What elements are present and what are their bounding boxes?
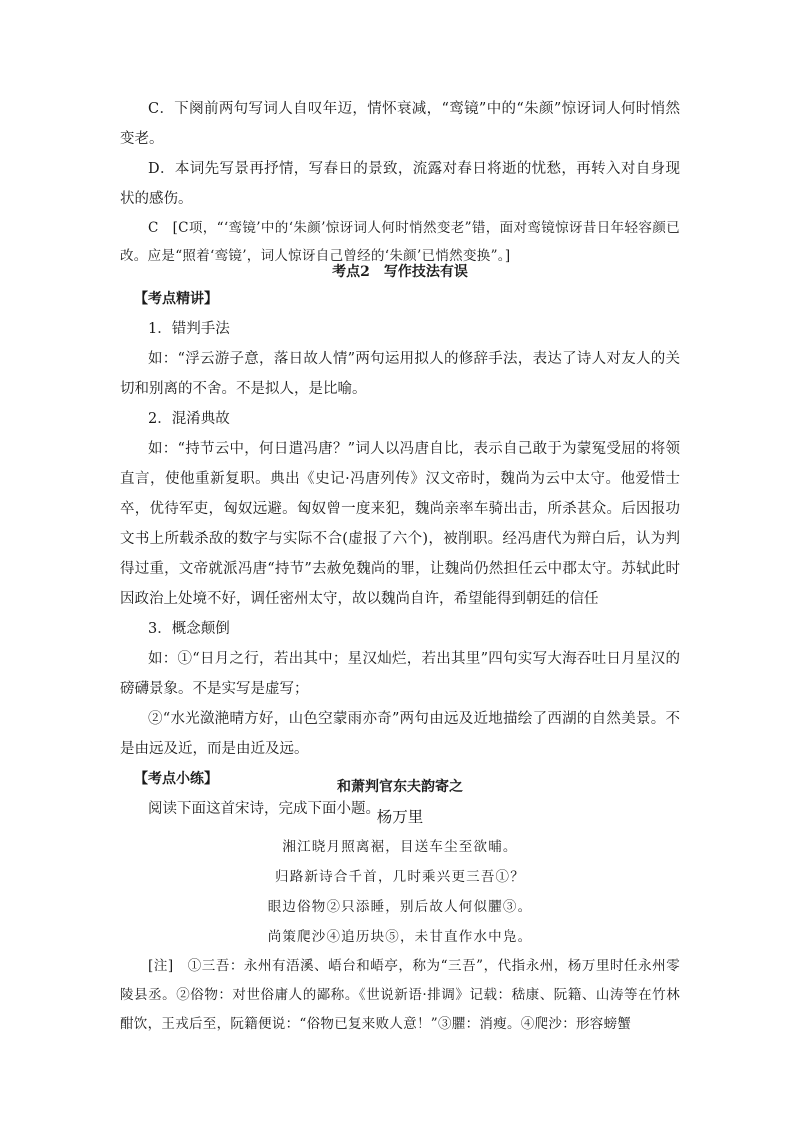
item1-title: 1．错判手法 <box>148 321 230 337</box>
section-heading-block <box>120 257 680 287</box>
poem-line: 归路新诗合千首，几时乘兴更三吾①？ <box>275 869 525 885</box>
poem-block <box>120 772 680 1039</box>
lecture-block <box>120 284 680 824</box>
section-heading: 考点2 写作技法有误 <box>332 264 468 280</box>
option-d-block <box>120 154 680 214</box>
item2-body: 如：“持节云中，何日遣冯唐？”词人以冯唐自比，表示自己敢于为蒙冤受屈的将领直言，使他重新复职。典出《史记·冯唐列传》汉文帝时，魏尚为云中太守。他爱惜士卒，优待军吏，匈奴远避。匈奴曾一度来犯，魏尚亲率车骑出击，所杀甚众。后因报功文书上所载杀敌的数字与实际不合(虚报了六个)，被削职。经冯唐代为辩白后，认为判得过重，文帝就派冯唐“持节”去赦免魏尚的罪，让魏尚仍然担任云中郡太守。苏轼此时因政治上处境不好，调任密州太守，故以魏尚自许，希望能得到朝廷的信任 <box>120 441 680 607</box>
item1-body: 如：“浮云游子意，落日故人情”两句运用拟人的修辞手法，表达了诗人对友人的关切和别离的不舍。不是拟人，是比喻。 <box>120 351 680 397</box>
answer-explanation: C [C项，“‘鸾镜’中的‘朱颜’惊讶词人何时悄然变老”错，面对鸾镜惊讶昔日年轻容颜已改。应是“照着‘鸾镜’，词人惊讶自己曾经的‘朱颜’已悄然变换”。] <box>120 220 680 264</box>
option-c-block <box>120 94 680 154</box>
poem-title: 和萧判官东夫韵寄之 <box>337 779 463 795</box>
tag-lecture: 【考点精讲】 <box>134 291 218 307</box>
poem-line: 湘江晓月照离裾，目送车尘至欲晡。 <box>282 839 518 855</box>
item3-body1: 如：①“日月之行，若出其中；星汉灿烂，若出其里”四句实写大海吞吐日月星汉的磅礴景象。不是实写是虚写； <box>120 651 680 697</box>
poem-line: 眼边俗物②只添睡，别后故人何似臞③。 <box>267 899 533 915</box>
practice-instruction: 阅读下面这首宋诗，完成下面小题。 <box>148 801 380 817</box>
poem-line: 尚策爬沙④追历块⑤，未甘直作水中凫。 <box>267 929 533 945</box>
poem-author: 杨万里 <box>376 808 424 826</box>
option-d: D．本词先写景再抒情，写春日的景致，流露对春日将逝的忧愁，再转入对自身现状的感伤。 <box>120 161 680 207</box>
poem-note: [注] ①三吾：永州有浯溪、峿台和峿亭，称为“三吾”，代指永州，杨万里时任永州零陵县丞。②俗物：对世俗庸人的鄙称。《世说新语·排调》记载：嵇康、阮籍、山涛等在竹林酣饮，王戎后至，阮籍便说：“俗物已复来败人意！”③臞：消瘦。④爬沙：形容螃蟹 <box>120 958 680 1032</box>
item3-title: 3．概念颠倒 <box>148 621 230 637</box>
item3-body2: ②“水光潋滟晴方好，山色空蒙雨亦奇”两句由远及近地描绘了西湖的自然美景。不是由远及近，而是由近及远。 <box>120 711 680 757</box>
item2-title: 2．混淆典故 <box>148 411 230 427</box>
option-c: C．下阕前两句写词人自叹年迈，情怀衰减，“鸾镜”中的“朱颜”惊讶词人何时悄然变老。 <box>120 101 680 147</box>
tag-practice: 【考点小练】 <box>134 771 218 787</box>
